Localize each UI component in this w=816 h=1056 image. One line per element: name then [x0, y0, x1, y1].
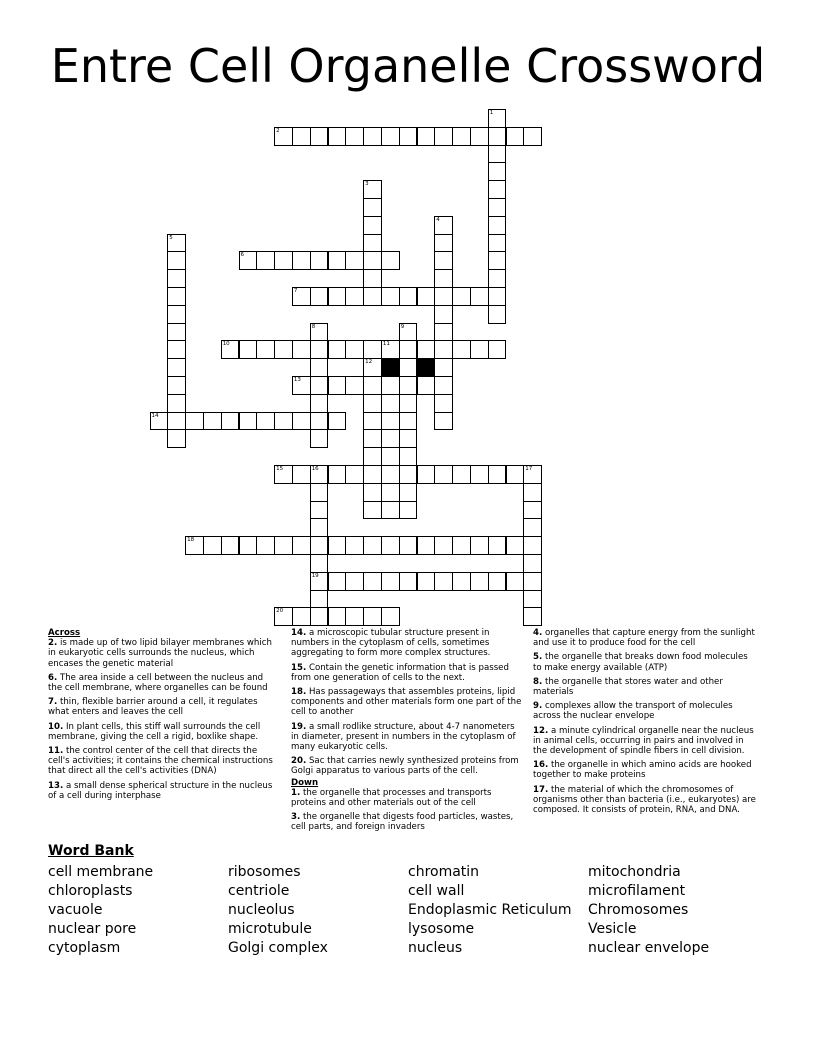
- crossword-cell[interactable]: [292, 607, 311, 626]
- crossword-cell[interactable]: [256, 412, 275, 431]
- crossword-cell[interactable]: [328, 412, 347, 431]
- word-bank-column-3: [408, 863, 572, 958]
- crossword-cell[interactable]: [523, 607, 542, 626]
- crossword-cell[interactable]: [363, 483, 382, 502]
- crossword-cell[interactable]: [363, 269, 382, 288]
- crossword-cell[interactable]: [363, 127, 382, 146]
- crossword-cell[interactable]: [417, 465, 436, 484]
- clues-column-1: [48, 628, 278, 805]
- crossword-cell[interactable]: [470, 572, 489, 591]
- crossword-cell[interactable]: [488, 269, 507, 288]
- word-bank-item: nuclear pore: [48, 921, 137, 937]
- crossword-cell[interactable]: [345, 287, 364, 306]
- crossword-cell[interactable]: [434, 376, 453, 395]
- crossword-cell[interactable]: [167, 394, 186, 413]
- crossword-cell[interactable]: [203, 536, 222, 555]
- crossword-cell[interactable]: [381, 376, 400, 395]
- crossword-cell[interactable]: [221, 412, 240, 431]
- word-bank-item: centriole: [228, 883, 290, 899]
- crossword-cell[interactable]: [239, 340, 258, 359]
- crossword-cell[interactable]: [310, 127, 329, 146]
- crossword-cell[interactable]: [452, 572, 471, 591]
- crossword-cell[interactable]: [274, 412, 293, 431]
- crossword-cell[interactable]: [417, 287, 436, 306]
- crossword-cell[interactable]: [363, 394, 382, 413]
- crossword-cell[interactable]: [488, 305, 507, 324]
- across-clue: 13. a small dense spherical structure in the nucleus of a cell during interphase: [48, 780, 273, 801]
- crossword-cell[interactable]: [345, 127, 364, 146]
- word-bank-item: cytoplasm: [48, 940, 121, 956]
- down-clue: 4. organelles that capture energy from the sunlight and use it to produce food for the cell: [533, 628, 755, 649]
- word-bank-item: microfilament: [588, 883, 686, 899]
- clue-number: 7: [293, 288, 298, 294]
- crossword-cell[interactable]: [381, 251, 400, 270]
- crossword-cell[interactable]: [328, 376, 347, 395]
- crossword-cell[interactable]: [256, 251, 275, 270]
- crossword-cell[interactable]: [399, 483, 418, 502]
- crossword-cell[interactable]: [488, 145, 507, 164]
- crossword-cell[interactable]: [345, 607, 364, 626]
- crossword-cell[interactable]: [363, 536, 382, 555]
- crossword-cell[interactable]: [488, 162, 507, 181]
- word-bank-item: cell membrane: [48, 864, 154, 880]
- word-bank-item: mitochondria: [588, 864, 681, 880]
- crossword-cell[interactable]: [310, 429, 329, 448]
- crossword-cell[interactable]: [434, 127, 453, 146]
- word-bank-heading: Word Bank: [48, 843, 134, 859]
- crossword-cell[interactable]: [292, 251, 311, 270]
- crossword-cell[interactable]: [345, 465, 364, 484]
- clue-number: 2: [276, 127, 280, 134]
- crossword-cell[interactable]: [470, 340, 489, 359]
- crossword-cell[interactable]: [310, 590, 329, 609]
- clue-number: 19: [311, 572, 319, 579]
- across-clue: 2. is made up of two lipid bilayer membranes which in eukaryotic cells surrounds the nucleus, which encases the genetic material: [48, 638, 272, 669]
- crossword-cell[interactable]: [328, 607, 347, 626]
- clue-number: 20: [276, 608, 284, 615]
- clue-number: 14: [151, 412, 159, 419]
- crossword-cell[interactable]: [506, 465, 525, 484]
- crossword-cell[interactable]: [310, 412, 329, 431]
- clue-number: 1: [489, 110, 494, 116]
- crossword-cell[interactable]: [381, 572, 400, 591]
- clue-number: 18: [187, 537, 195, 544]
- word-bank-item: chromatin: [408, 864, 480, 880]
- crossword-cell[interactable]: [274, 340, 293, 359]
- word-bank-item: Golgi complex: [228, 940, 328, 956]
- crossword-cell[interactable]: [417, 127, 436, 146]
- word-bank-column-2: [228, 863, 328, 958]
- crossword-cell[interactable]: [363, 376, 382, 395]
- crossword-cell[interactable]: [470, 127, 489, 146]
- clues-column-3: [533, 628, 757, 819]
- crossword-cell[interactable]: [310, 536, 329, 555]
- crossword-cell[interactable]: [345, 572, 364, 591]
- word-bank-item: chloroplasts: [48, 883, 133, 899]
- crossword-cell[interactable]: [488, 340, 507, 359]
- word-bank-item: Chromosomes: [588, 902, 689, 918]
- across-clue: 15. Contain the genetic information that is passed from one generation of cells to the next.: [291, 662, 509, 683]
- word-bank-item: microtubule: [228, 921, 312, 937]
- crossword-cell[interactable]: [381, 412, 400, 431]
- clue-number: 16: [311, 466, 319, 472]
- crossword-cell[interactable]: [488, 198, 507, 217]
- across-clue: 18. Has passageways that assembles proteins, lipid components and other materials form one part of the cell to another: [291, 687, 522, 718]
- clue-number: 10: [222, 341, 230, 348]
- crossword-cell[interactable]: [167, 287, 186, 306]
- clue-number: 13: [293, 377, 301, 383]
- crossword-cell[interactable]: [381, 483, 400, 502]
- crossword-cell[interactable]: [417, 340, 436, 359]
- crossword-cell[interactable]: [399, 447, 418, 466]
- crossword-cell[interactable]: [310, 358, 329, 377]
- crossword-cell[interactable]: [310, 607, 329, 626]
- crossword-cell[interactable]: [363, 340, 382, 359]
- crossword-cell[interactable]: [399, 536, 418, 555]
- across-heading: Across: [48, 628, 81, 638]
- crossword-cell[interactable]: [167, 429, 186, 448]
- crossword-cell[interactable]: [488, 465, 507, 484]
- crossword-cell[interactable]: [434, 340, 453, 359]
- crossword-cell[interactable]: [434, 572, 453, 591]
- down-clue: 12. a minute cylindrical organelle near the nucleus in animal cells, occurring in pairs and involved in the development of spindle fibers in cell division.: [533, 725, 754, 757]
- crossword-cell[interactable]: [381, 465, 400, 484]
- word-bank-item: nucleus: [408, 940, 463, 956]
- crossword-cell[interactable]: [328, 251, 347, 270]
- crossword-cell[interactable]: [523, 127, 542, 146]
- crossword-cell[interactable]: [167, 251, 186, 270]
- crossword-cell[interactable]: [381, 607, 400, 626]
- crossword-cell[interactable]: [381, 501, 400, 520]
- crossword-cell[interactable]: [363, 198, 382, 217]
- word-bank-item: Endoplasmic Reticulum: [408, 902, 572, 918]
- crossword-cell[interactable]: [381, 429, 400, 448]
- crossword-cell[interactable]: [434, 305, 453, 324]
- crossword-cell[interactable]: [488, 536, 507, 555]
- crossword-cell[interactable]: [363, 429, 382, 448]
- across-clue: 20. Sac that carries newly synthesized proteins from Golgi apparatus to various parts of the cell.: [291, 756, 519, 777]
- crossword-cell[interactable]: [399, 127, 418, 146]
- crossword-cell[interactable]: [399, 394, 418, 413]
- crossword-cell[interactable]: [523, 501, 542, 520]
- across-clue: 11. the control center of the cell that directs the cell's activities; it contains the chemical instructions that direct all the cell's activities (DNA): [48, 746, 273, 777]
- crossword-cell[interactable]: [310, 376, 329, 395]
- across-clue: 14. a microscopic tubular structure present in numbers in the cytoplasm of cells, sometimes aggregating to form more complex structures.: [291, 628, 491, 659]
- crossword-cell[interactable]: [523, 554, 542, 573]
- crossword-cell[interactable]: [328, 572, 347, 591]
- crossword-cell[interactable]: [239, 412, 258, 431]
- crossword-cell[interactable]: [470, 465, 489, 484]
- crossword-cell[interactable]: [363, 572, 382, 591]
- crossword-cell[interactable]: [167, 305, 186, 324]
- crossword-cell[interactable]: [470, 536, 489, 555]
- clue-number: 3: [365, 181, 369, 188]
- word-bank-column-1: [48, 863, 153, 958]
- crossword-cell[interactable]: [328, 536, 347, 555]
- down-clue: 9. complexes allow the transport of molecules across the nuclear envelope: [533, 701, 733, 722]
- crossword-cell[interactable]: [417, 376, 436, 395]
- crossword-cell[interactable]: [185, 412, 204, 431]
- down-clue: 8. the organelle that stores water and other materials: [533, 676, 723, 698]
- down-clue: 5. the organelle that breaks down food molecules to make energy available (ATP): [533, 652, 748, 673]
- crossword-cell[interactable]: [292, 536, 311, 555]
- crossword-cell[interactable]: [274, 536, 293, 555]
- crossword-cell[interactable]: [167, 340, 186, 359]
- crossword-cell[interactable]: [488, 234, 507, 253]
- clue-number: 8: [311, 323, 316, 330]
- word-bank-item: cell wall: [408, 883, 465, 899]
- word-bank-item: nucleolus: [228, 902, 295, 918]
- page-title: Entre Cell Organelle Crossword: [50, 39, 766, 93]
- crossword-cell[interactable]: [434, 287, 453, 306]
- crossword-cell[interactable]: [328, 340, 347, 359]
- crossword-cell[interactable]: [328, 287, 347, 306]
- clue-number: 4: [436, 216, 440, 223]
- across-clue: 10. In plant cells, this stiff wall surrounds the cell membrane, giving the cell a rigid, boxlike shape.: [48, 721, 261, 742]
- crossword-cell[interactable]: [523, 536, 542, 555]
- down-heading: Down: [291, 777, 319, 788]
- crossword-cell[interactable]: [417, 536, 436, 555]
- crossword-cell[interactable]: [310, 287, 329, 306]
- crossword-cell[interactable]: [363, 234, 382, 253]
- crossword-cell[interactable]: [452, 465, 471, 484]
- crossword-cell[interactable]: [523, 572, 542, 591]
- black-cell: [381, 358, 400, 377]
- crossword-cell[interactable]: [363, 465, 382, 484]
- down-clue: 1. the organelle that processes and transports proteins and other materials out of the cell: [291, 787, 492, 809]
- crossword-cell[interactable]: [167, 323, 186, 342]
- crossword-cell[interactable]: [488, 572, 507, 591]
- clue-number: 9: [400, 323, 405, 330]
- word-bank-item: lysosome: [408, 921, 475, 937]
- crossword-cell[interactable]: [381, 394, 400, 413]
- crossword-cell[interactable]: [221, 536, 240, 555]
- crossword-cell[interactable]: [381, 287, 400, 306]
- across-clue: 19. a small rodlike structure, about 4-7 nanometers in diameter, present in numbers in the cytoplasm of many eukaryotic cells.: [291, 721, 516, 753]
- across-clue: 7. thin, flexible barrier around a cell, it regulates what enters and leaves the cell: [48, 697, 258, 718]
- crossword-cell[interactable]: [345, 251, 364, 270]
- crossword-cell[interactable]: [256, 536, 275, 555]
- crossword-cell[interactable]: [399, 465, 418, 484]
- clue-number: 5: [169, 234, 173, 241]
- crossword-cell[interactable]: [381, 127, 400, 146]
- crossword-cell[interactable]: [506, 536, 525, 555]
- crossword-cell[interactable]: [399, 429, 418, 448]
- crossword-cell[interactable]: [434, 412, 453, 431]
- crossword-cell[interactable]: [506, 572, 525, 591]
- word-bank-item: ribosomes: [228, 864, 301, 880]
- crossword-cell[interactable]: [310, 554, 329, 573]
- clue-number: 11: [382, 341, 390, 348]
- crossword-cell[interactable]: [452, 127, 471, 146]
- crossword-cell[interactable]: [434, 251, 453, 270]
- crossword-cell[interactable]: [434, 465, 453, 484]
- crossword-cell[interactable]: [363, 607, 382, 626]
- crossword-cell[interactable]: [399, 358, 418, 377]
- crossword-cell[interactable]: [256, 340, 275, 359]
- crossword-cell[interactable]: [434, 358, 453, 377]
- crossword-cell[interactable]: [488, 180, 507, 199]
- word-bank-column-4: [588, 863, 709, 958]
- crossword-cell[interactable]: [488, 127, 507, 146]
- crossword-cell[interactable]: [167, 269, 186, 288]
- crossword-cell[interactable]: [167, 358, 186, 377]
- crossword-cell[interactable]: [167, 412, 186, 431]
- crossword-cell[interactable]: [452, 287, 471, 306]
- across-clue: 6. The area inside a cell between the nucleus and the cell membrane, where organelles can be found: [48, 672, 268, 694]
- crossword-cell[interactable]: [310, 518, 329, 537]
- crossword-cell[interactable]: [523, 483, 542, 502]
- crossword-cell[interactable]: [363, 216, 382, 235]
- crossword-cell[interactable]: [345, 536, 364, 555]
- crossword-cell[interactable]: [399, 412, 418, 431]
- word-bank-item: Vesicle: [588, 921, 637, 937]
- crossword-cell[interactable]: [310, 251, 329, 270]
- crossword-cell[interactable]: [434, 269, 453, 288]
- crossword-cell[interactable]: [399, 287, 418, 306]
- clue-number: 17: [525, 466, 533, 472]
- crossword-cell[interactable]: [310, 501, 329, 520]
- crossword-cell[interactable]: [292, 465, 311, 484]
- crossword-cell[interactable]: [363, 501, 382, 520]
- black-cell: [417, 358, 436, 377]
- crossword-cell[interactable]: [470, 287, 489, 306]
- crossword-cell[interactable]: [274, 251, 293, 270]
- crossword-cell[interactable]: [452, 536, 471, 555]
- clue-number: 6: [240, 252, 244, 259]
- crossword-cell[interactable]: [310, 394, 329, 413]
- crossword-cell[interactable]: [239, 536, 258, 555]
- crossword-cell[interactable]: [363, 447, 382, 466]
- crossword-cell[interactable]: [381, 447, 400, 466]
- crossword-cell[interactable]: [292, 127, 311, 146]
- crossword-cell[interactable]: [310, 340, 329, 359]
- crossword-cell[interactable]: [452, 340, 471, 359]
- clue-number: 12: [365, 359, 373, 366]
- crossword-cell[interactable]: [203, 412, 222, 431]
- crossword-cell[interactable]: [363, 251, 382, 270]
- crossword-cell[interactable]: [345, 340, 364, 359]
- crossword-cell[interactable]: [399, 340, 418, 359]
- crossword-cell[interactable]: [434, 234, 453, 253]
- crossword-cell[interactable]: [363, 287, 382, 306]
- crossword-cell[interactable]: [488, 251, 507, 270]
- clues-column-2: [291, 628, 525, 837]
- crossword-cell[interactable]: [506, 127, 525, 146]
- crossword-cell[interactable]: [292, 340, 311, 359]
- crossword-cell[interactable]: [167, 376, 186, 395]
- crossword-cell[interactable]: [434, 394, 453, 413]
- crossword-cell[interactable]: [488, 287, 507, 306]
- crossword-cell[interactable]: [434, 323, 453, 342]
- crossword-cell[interactable]: [434, 536, 453, 555]
- word-bank-item: vacuole: [48, 902, 103, 918]
- crossword-cell[interactable]: [399, 376, 418, 395]
- down-clue: 17. the material of which the chromosomes of organisms other than bacteria (i.e., eukaryotes) are composed. It consists of protein, RNA, and DNA.: [533, 784, 756, 816]
- word-bank-item: nuclear envelope: [588, 940, 710, 956]
- crossword-cell[interactable]: [363, 412, 382, 431]
- down-clue: 3. the organelle that digests food particles, wastes, cell parts, and foreign invaders: [291, 812, 514, 833]
- crossword-cell[interactable]: [292, 412, 311, 431]
- crossword-cell[interactable]: [399, 572, 418, 591]
- crossword-cell[interactable]: [523, 590, 542, 609]
- crossword-cell[interactable]: [488, 216, 507, 235]
- crossword-cell[interactable]: [310, 483, 329, 502]
- crossword-cell[interactable]: [417, 572, 436, 591]
- crossword-cell[interactable]: [399, 501, 418, 520]
- down-clue: 16. the organelle in which amino acids are hooked together to make proteins: [533, 760, 752, 781]
- crossword-cell[interactable]: [328, 127, 347, 146]
- crossword-cell[interactable]: [345, 376, 364, 395]
- crossword-cell[interactable]: [523, 518, 542, 537]
- crossword-cell[interactable]: [328, 465, 347, 484]
- clue-number: 15: [276, 466, 284, 472]
- crossword-cell[interactable]: [381, 536, 400, 555]
